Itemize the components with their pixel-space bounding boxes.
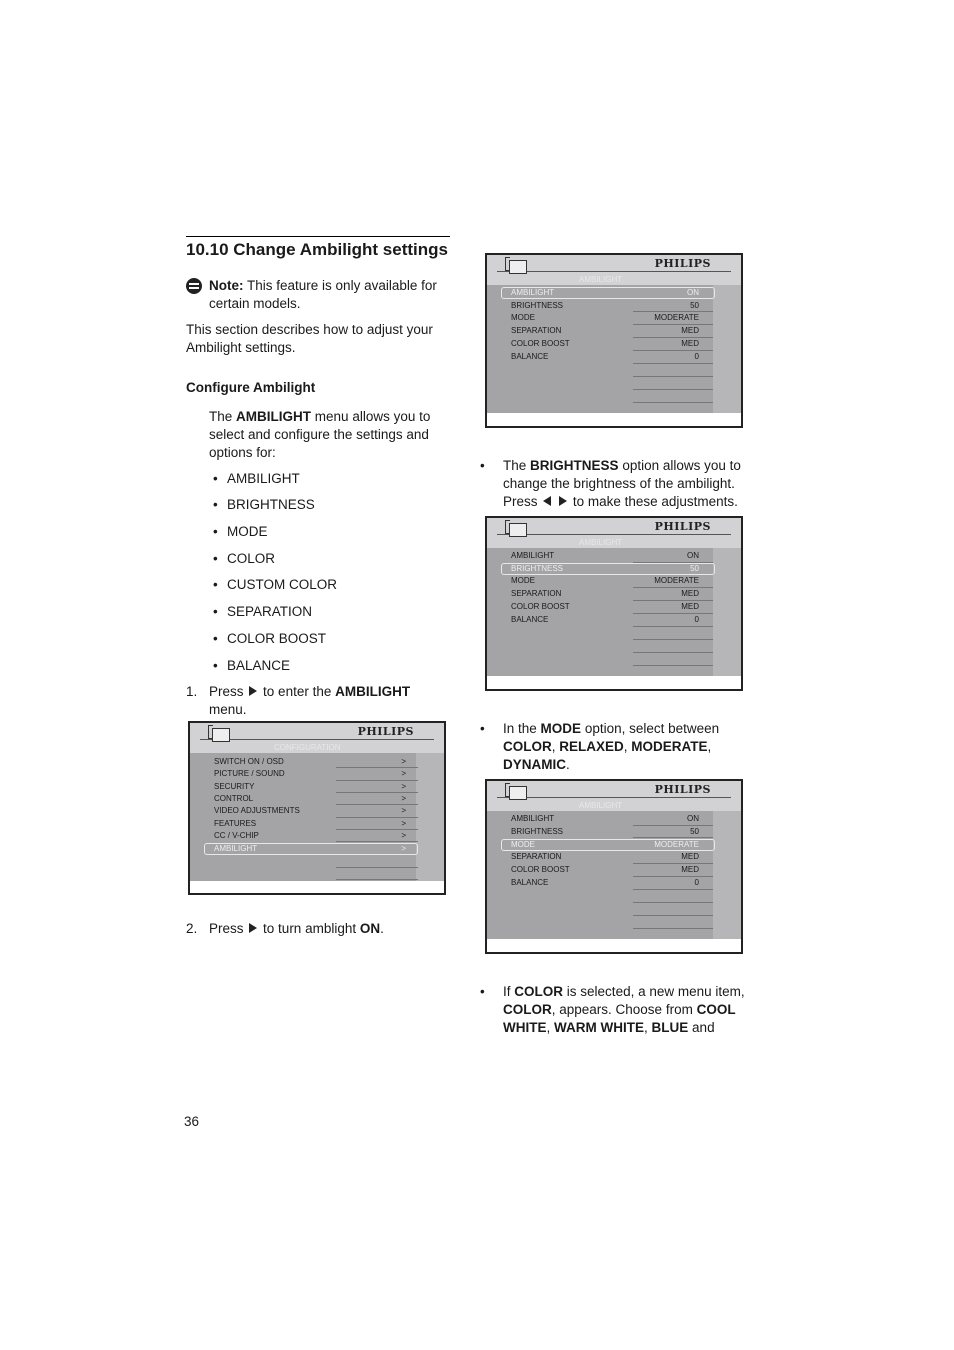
menu-value: MODERATE bbox=[654, 313, 699, 322]
menu-value: MED bbox=[681, 852, 699, 861]
step-text: . bbox=[380, 921, 384, 936]
menu-value: ON bbox=[687, 814, 699, 823]
menu-breadcrumb: AMBILIGHT bbox=[579, 801, 623, 810]
menu-item[interactable]: COLOR BOOST bbox=[511, 602, 570, 611]
menu-value: MED bbox=[681, 589, 699, 598]
row-divider bbox=[633, 652, 713, 653]
row-divider bbox=[633, 863, 713, 864]
menu-value: MED bbox=[681, 326, 699, 335]
row-divider bbox=[633, 902, 713, 903]
tv-icon bbox=[509, 786, 527, 800]
para-keyword: COLOR bbox=[503, 739, 552, 754]
menu-item[interactable]: SEPARATION bbox=[511, 326, 562, 335]
step-keyword: AMBILIGHT bbox=[335, 684, 411, 699]
para-keyword: BRIGHTNESS bbox=[530, 458, 619, 473]
row-divider bbox=[336, 792, 418, 793]
right-arrow-icon bbox=[249, 686, 257, 696]
para-text: and bbox=[692, 1020, 715, 1035]
step-number: 1. bbox=[186, 684, 198, 699]
row-divider bbox=[633, 311, 713, 312]
para-text: If bbox=[503, 984, 511, 999]
menu-header bbox=[487, 255, 741, 285]
right-arrow-icon bbox=[249, 923, 257, 933]
tv-icon bbox=[212, 728, 230, 742]
menu-scrollbar bbox=[713, 548, 741, 676]
header-divider bbox=[497, 534, 731, 535]
row-divider bbox=[336, 841, 418, 842]
menu-item[interactable]: BALANCE bbox=[511, 615, 549, 624]
step-text: menu. bbox=[209, 702, 247, 717]
step-text: to enter the bbox=[263, 684, 332, 699]
para-text: Press bbox=[503, 494, 538, 509]
row-divider bbox=[633, 376, 713, 377]
para-text: option, select between bbox=[584, 721, 720, 736]
row-divider bbox=[633, 600, 713, 601]
menu-header bbox=[487, 781, 741, 811]
row-divider bbox=[633, 915, 713, 916]
tv-icon bbox=[509, 523, 527, 537]
row-divider bbox=[633, 825, 713, 826]
right-arrow-icon bbox=[559, 496, 567, 506]
step-text: to turn amblight bbox=[263, 921, 357, 936]
para-text: option allows you to change the brightness of the ambilight. bbox=[503, 458, 741, 491]
menu-value: MED bbox=[681, 339, 699, 348]
menu-item-selected[interactable]: AMBILIGHT bbox=[214, 844, 258, 853]
menu-item[interactable]: SECURITY bbox=[214, 782, 255, 791]
menu-arrow: > bbox=[401, 769, 406, 778]
menu-item[interactable]: CONTROL bbox=[214, 794, 254, 803]
para-text: In the bbox=[503, 721, 537, 736]
menu-arrow: > bbox=[401, 831, 406, 840]
menu-value: ON bbox=[687, 288, 699, 297]
row-divider bbox=[633, 613, 713, 614]
list-item: • BRIGHTNESS bbox=[227, 496, 315, 514]
row-divider bbox=[336, 879, 418, 880]
menu-breadcrumb: CONFIGURATION bbox=[274, 743, 341, 752]
menu-item[interactable]: MODE bbox=[511, 576, 535, 585]
menu-scrollbar bbox=[416, 753, 444, 881]
step-number: 2. bbox=[186, 921, 198, 936]
menu-item-selected[interactable]: AMBILIGHT bbox=[511, 288, 555, 297]
menu-arrow: > bbox=[401, 819, 406, 828]
para-keyword: COLOR bbox=[514, 984, 564, 999]
list-item: • AMBILIGHT bbox=[227, 470, 300, 488]
header-divider bbox=[497, 797, 731, 798]
para-keyword: WARM WHITE bbox=[554, 1020, 645, 1035]
row-divider bbox=[633, 363, 713, 364]
page-title: 10.10 Change Ambilight settings bbox=[186, 236, 450, 260]
row-divider bbox=[633, 562, 713, 563]
step-2-text bbox=[209, 920, 449, 938]
step-keyword: ON bbox=[359, 921, 381, 936]
menu-scrollbar bbox=[713, 811, 741, 939]
menu-item[interactable]: AMBILIGHT bbox=[511, 551, 555, 560]
row-divider bbox=[336, 867, 418, 868]
configuration-menu bbox=[188, 721, 446, 895]
intro-paragraph: This section describes how to adjust your Ambilight settings. bbox=[186, 322, 433, 355]
row-divider bbox=[633, 837, 713, 838]
header-divider bbox=[200, 739, 434, 740]
row-divider bbox=[633, 639, 713, 640]
row-divider bbox=[633, 665, 713, 666]
philips-logo: PHILIPS bbox=[654, 257, 711, 270]
row-divider bbox=[633, 876, 713, 877]
menu-item[interactable]: SWITCH ON / OSD bbox=[214, 757, 284, 766]
menu-value: ON bbox=[687, 551, 699, 560]
ambilight-menu-2 bbox=[485, 516, 743, 691]
menu-arrow: > bbox=[401, 844, 406, 853]
list-item: • CUSTOM COLOR bbox=[227, 576, 337, 594]
page-number: 36 bbox=[184, 1114, 200, 1129]
menu-arrow: > bbox=[401, 806, 406, 815]
menu-value: 0 bbox=[694, 615, 699, 624]
step-text: Press bbox=[209, 921, 244, 936]
para-text: menu allows you to select and configure the settings and options for: bbox=[209, 409, 431, 460]
menu-scrollbar bbox=[713, 285, 741, 413]
brightness-paragraph bbox=[503, 457, 753, 511]
left-arrow-icon bbox=[543, 496, 551, 506]
row-divider bbox=[633, 350, 713, 351]
menu-arrow: > bbox=[401, 757, 406, 766]
para-keyword: BLUE bbox=[651, 1020, 689, 1035]
para-keyword: MODERATE bbox=[631, 739, 708, 754]
list-item: • SEPARATION bbox=[227, 603, 312, 621]
menu-value: MODERATE bbox=[654, 840, 699, 849]
para-keyword: RELAXED bbox=[559, 739, 624, 754]
menu-arrow: > bbox=[401, 782, 406, 791]
para-keyword: DYNAMIC bbox=[503, 757, 566, 772]
menu-breadcrumb: AMBILIGHT bbox=[579, 275, 623, 284]
menu-item[interactable]: BRIGHTNESS bbox=[511, 301, 564, 310]
menu-header bbox=[487, 518, 741, 548]
row-divider bbox=[336, 767, 418, 768]
philips-logo: PHILIPS bbox=[357, 725, 414, 738]
section-heading: Configure Ambilight bbox=[186, 380, 316, 395]
menu-value: 50 bbox=[690, 564, 699, 573]
para-keyword: COLOR bbox=[503, 1002, 552, 1017]
tv-icon bbox=[509, 260, 527, 274]
para-text: to make these adjustments. bbox=[572, 494, 738, 509]
row-divider bbox=[633, 928, 713, 929]
list-item: • MODE bbox=[227, 523, 268, 541]
menu-value: 0 bbox=[694, 878, 699, 887]
menu-breadcrumb: AMBILIGHT bbox=[579, 538, 623, 547]
row-divider bbox=[633, 626, 713, 627]
header-divider bbox=[497, 271, 731, 272]
list-item: • BALANCE bbox=[227, 657, 290, 675]
menu-item[interactable]: SEPARATION bbox=[511, 852, 562, 861]
row-divider bbox=[336, 804, 418, 805]
para-text: , appears. Choose from bbox=[551, 1002, 693, 1017]
step-text: Press bbox=[209, 684, 244, 699]
menu-item[interactable]: CC / V-CHIP bbox=[214, 831, 259, 840]
list-item: • COLOR BOOST bbox=[227, 630, 326, 648]
menu-arrow: > bbox=[401, 794, 406, 803]
para-keyword: COOL WHITE bbox=[503, 1002, 736, 1035]
row-divider bbox=[336, 829, 418, 830]
row-divider bbox=[633, 324, 713, 325]
menu-value: MODERATE bbox=[654, 576, 699, 585]
ambilight-menu-paragraph bbox=[209, 408, 447, 462]
menu-value: MED bbox=[681, 865, 699, 874]
menu-item-selected[interactable]: MODE bbox=[511, 840, 535, 849]
menu-item[interactable]: VIDEO ADJUSTMENTS bbox=[214, 806, 300, 815]
para-keyword: AMBILIGHT bbox=[236, 409, 312, 424]
para-keyword: MODE bbox=[540, 721, 582, 736]
row-divider bbox=[633, 587, 713, 588]
row-divider bbox=[633, 389, 713, 390]
bullet-marker: • bbox=[480, 721, 485, 736]
menu-item[interactable]: AMBILIGHT bbox=[511, 814, 555, 823]
note-label: Note: bbox=[209, 278, 244, 293]
menu-header bbox=[190, 723, 444, 753]
menu-item[interactable]: SEPARATION bbox=[511, 589, 562, 598]
row-divider bbox=[633, 889, 713, 890]
ambilight-menu-3 bbox=[485, 779, 743, 954]
philips-logo: PHILIPS bbox=[654, 783, 711, 796]
note-text bbox=[209, 277, 449, 313]
note-icon bbox=[186, 278, 202, 294]
step-1-text bbox=[209, 683, 449, 719]
menu-item[interactable]: FEATURES bbox=[214, 819, 257, 828]
menu-item[interactable]: MODE bbox=[511, 313, 535, 322]
para-text: The bbox=[209, 409, 233, 424]
menu-item[interactable]: COLOR BOOST bbox=[511, 865, 570, 874]
row-divider bbox=[633, 402, 713, 403]
menu-value: 0 bbox=[694, 352, 699, 361]
philips-logo: PHILIPS bbox=[654, 520, 711, 533]
menu-value: MED bbox=[681, 602, 699, 611]
para-text: The bbox=[503, 458, 527, 473]
mode-paragraph: In the MODE option, select between COLOR, RELAXED, MODERATE, DYNAMIC. bbox=[503, 721, 720, 772]
menu-item[interactable]: COLOR BOOST bbox=[511, 339, 570, 348]
menu-value: 50 bbox=[690, 301, 699, 310]
bullet-marker: • bbox=[480, 458, 485, 473]
menu-item[interactable]: BRIGHTNESS bbox=[511, 827, 564, 836]
row-divider bbox=[633, 337, 713, 338]
color-paragraph: If COLOR is selected, a new menu item, COLOR, appears. Choose from COOL WHITE, WARM WHITE, BLUE and bbox=[503, 984, 745, 1035]
note-body: This feature is only available for certain models. bbox=[209, 278, 437, 311]
list-item: • COLOR bbox=[227, 550, 275, 568]
row-divider bbox=[336, 817, 418, 818]
menu-item[interactable]: BALANCE bbox=[511, 352, 549, 361]
menu-item-selected[interactable]: BRIGHTNESS bbox=[511, 564, 564, 573]
ambilight-menu-1 bbox=[485, 253, 743, 428]
menu-item[interactable]: PICTURE / SOUND bbox=[214, 769, 285, 778]
para-text: is selected, a new menu item, bbox=[566, 984, 745, 999]
menu-item[interactable]: BALANCE bbox=[511, 878, 549, 887]
bullet-marker: • bbox=[480, 984, 485, 999]
row-divider bbox=[336, 780, 418, 781]
menu-value: 50 bbox=[690, 827, 699, 836]
